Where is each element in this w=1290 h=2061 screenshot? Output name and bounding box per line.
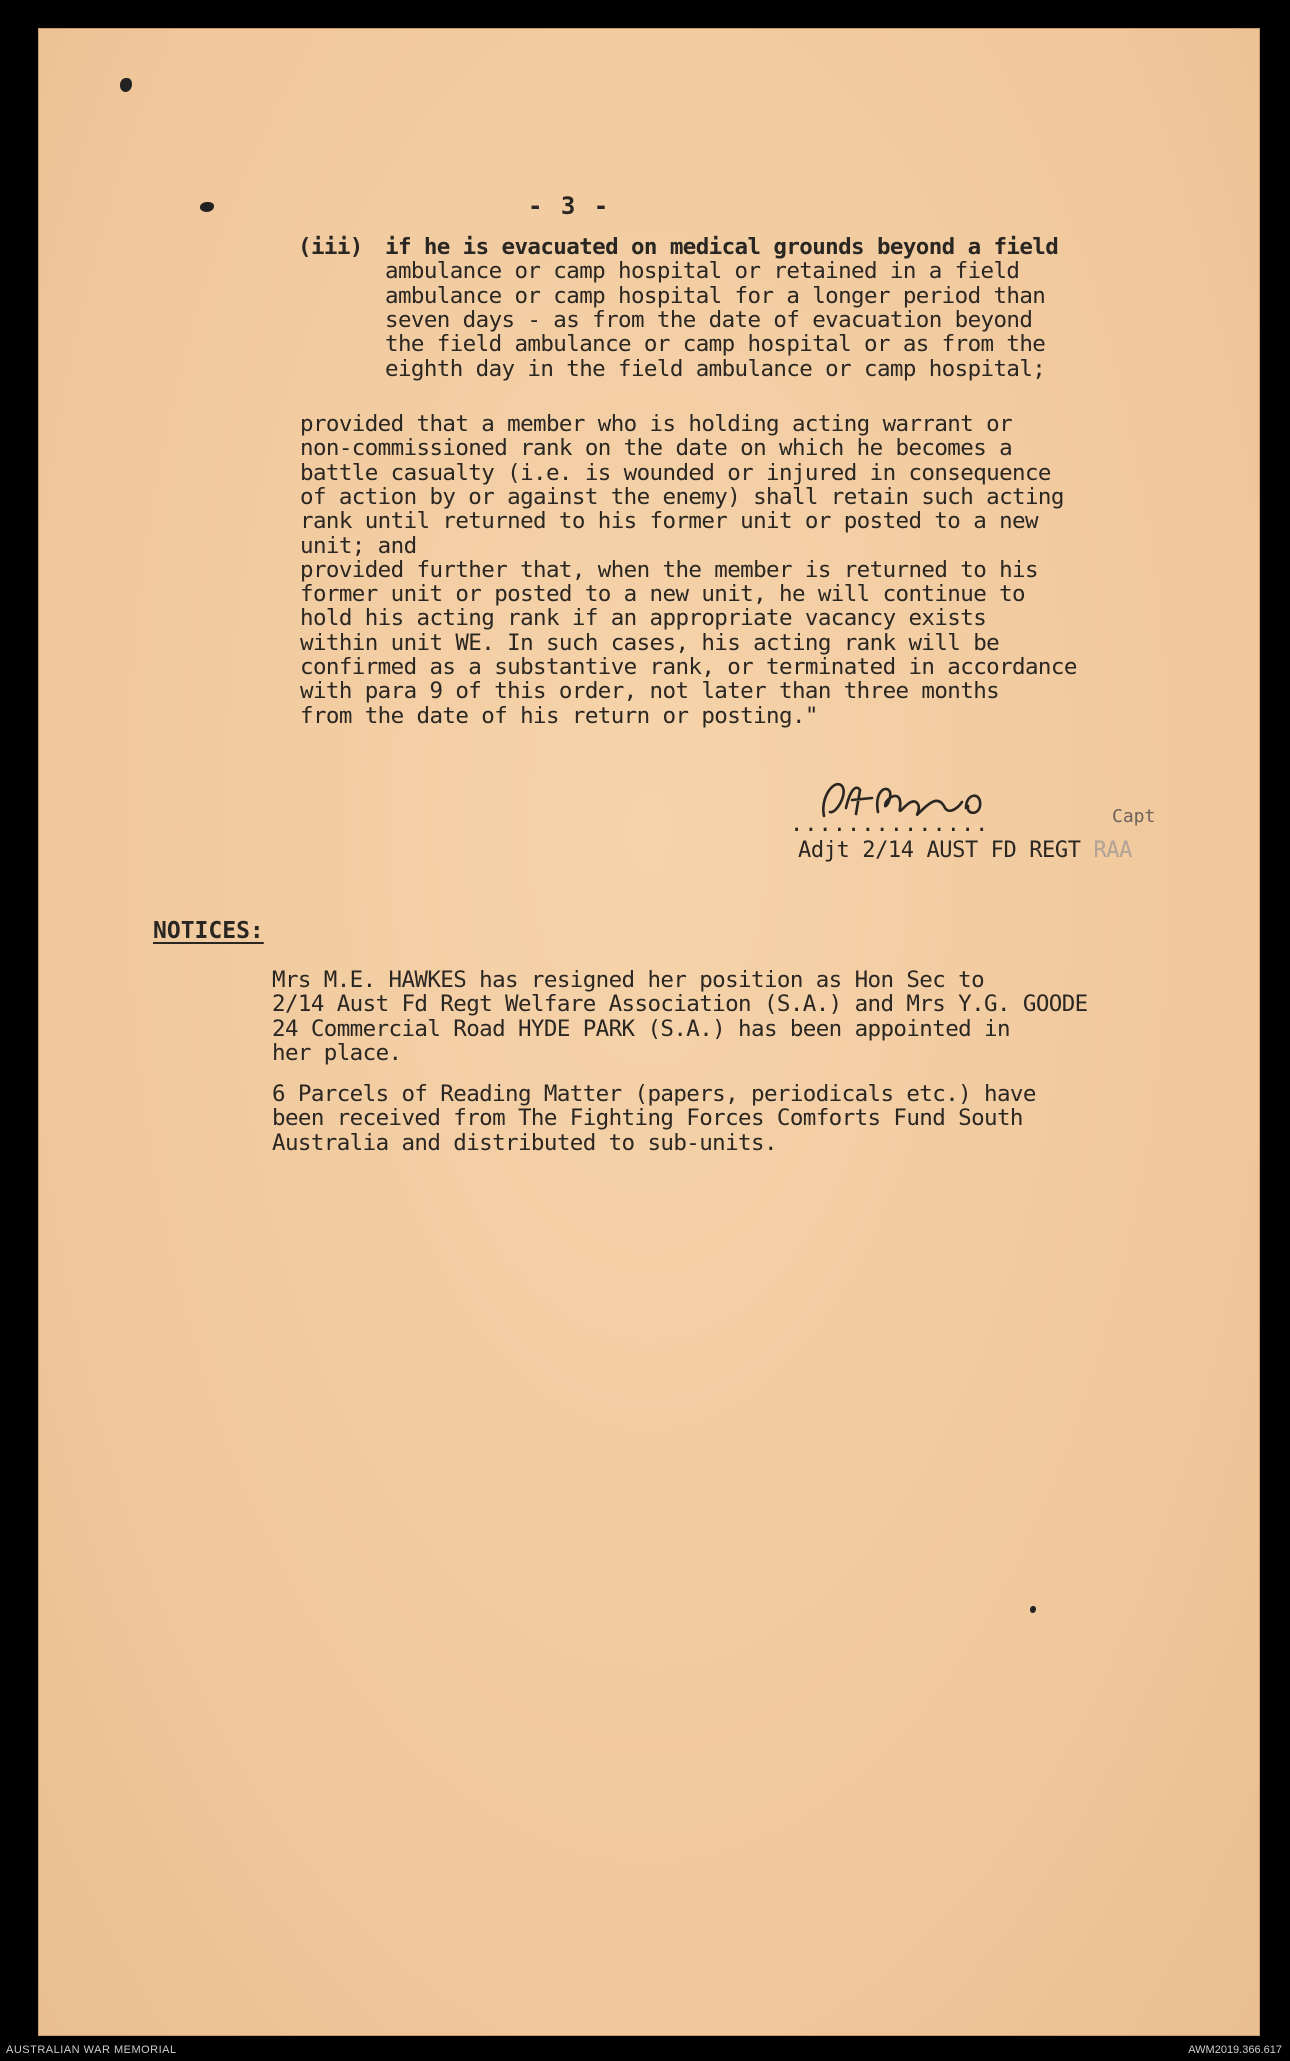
- item-iii-line: ambulance or camp hospital for a longer period than: [385, 282, 1046, 309]
- punch-hole-mark-middle: [200, 202, 214, 212]
- page-number: - 3 -: [528, 192, 611, 220]
- item-iii-line: if he is evacuated on medical grounds beyond a field: [385, 234, 1059, 260]
- notice-line: Australia and distributed to sub-units.: [272, 1129, 777, 1156]
- proviso-line: rank until returned to his former unit or posted to a new: [300, 508, 1038, 535]
- speck-mark: [1030, 1606, 1036, 1613]
- appointment-text: Adjt 2/14 AUST FD REGT: [798, 838, 1081, 863]
- item-iii-line: ambulance or camp hospital or retained in a field: [385, 258, 1020, 285]
- item-iii-line: the field ambulance or camp hospital or as from the: [385, 331, 1046, 358]
- proviso-line: confirmed as a substantive rank, or terminated in accordance: [300, 654, 1077, 680]
- notice-line: 6 Parcels of Reading Matter (papers, periodicals etc.) have: [272, 1081, 1036, 1107]
- item-iii-line: eighth day in the field ambulance or camp hospital;: [385, 355, 1046, 382]
- signature-rank: Capt: [1112, 806, 1156, 827]
- archive-reference: AWM2019.366.617: [1188, 2044, 1282, 2056]
- archive-footer: [0, 2036, 1290, 2061]
- proviso-line: provided further that, when the member is returned to his: [300, 556, 1038, 583]
- notices-heading: NOTICES:: [153, 918, 264, 944]
- proviso-line: with para 9 of this order, not later than three months: [300, 678, 1000, 705]
- notice-line: been received from The Fighting Forces Comforts Fund South: [272, 1105, 1023, 1132]
- proviso-line: hold his acting rank if an appropriate vacancy exists: [300, 605, 987, 632]
- proviso-line: battle casualty (i.e. is wounded or injured in consequence: [300, 459, 1051, 486]
- proviso-line: within unit WE. In such cases, his acting rank will be: [300, 629, 1000, 656]
- signature-appointment: [798, 838, 1132, 863]
- proviso-line: from the date of his return or posting.": [300, 702, 818, 729]
- notice-line: 2/14 Aust Fd Regt Welfare Association (S.A.) and Mrs Y.G. GOODE: [272, 991, 1088, 1018]
- signature-dotted-line: ..............: [790, 812, 990, 837]
- item-iii-label: (iii): [298, 234, 363, 260]
- proviso-line: provided that a member who is holding acting warrant or: [300, 411, 1013, 437]
- proviso-line: unit; and: [300, 532, 417, 559]
- proviso-line: of action by or against the enemy) shall retain such acting: [300, 483, 1064, 510]
- notice-line: 24 Commercial Road HYDE PARK (S.A.) has been appointed in: [272, 1015, 1010, 1042]
- appointment-faded-text: RAA: [1093, 838, 1132, 863]
- item-iii-line: seven days - as from the date of evacuation beyond: [385, 306, 1033, 333]
- notice-line: her place.: [272, 1039, 402, 1066]
- punch-hole-mark-top: [120, 78, 132, 92]
- notice-line: Mrs M.E. HAWKES has resigned her position as Hon Sec to: [272, 967, 985, 993]
- proviso-line: former unit or posted to a new unit, he will continue to: [300, 581, 1025, 608]
- archive-name: AUSTRALIAN WAR MEMORIAL: [6, 2044, 177, 2056]
- proviso-line: non-commissioned rank on the date on which he becomes a: [300, 435, 1013, 462]
